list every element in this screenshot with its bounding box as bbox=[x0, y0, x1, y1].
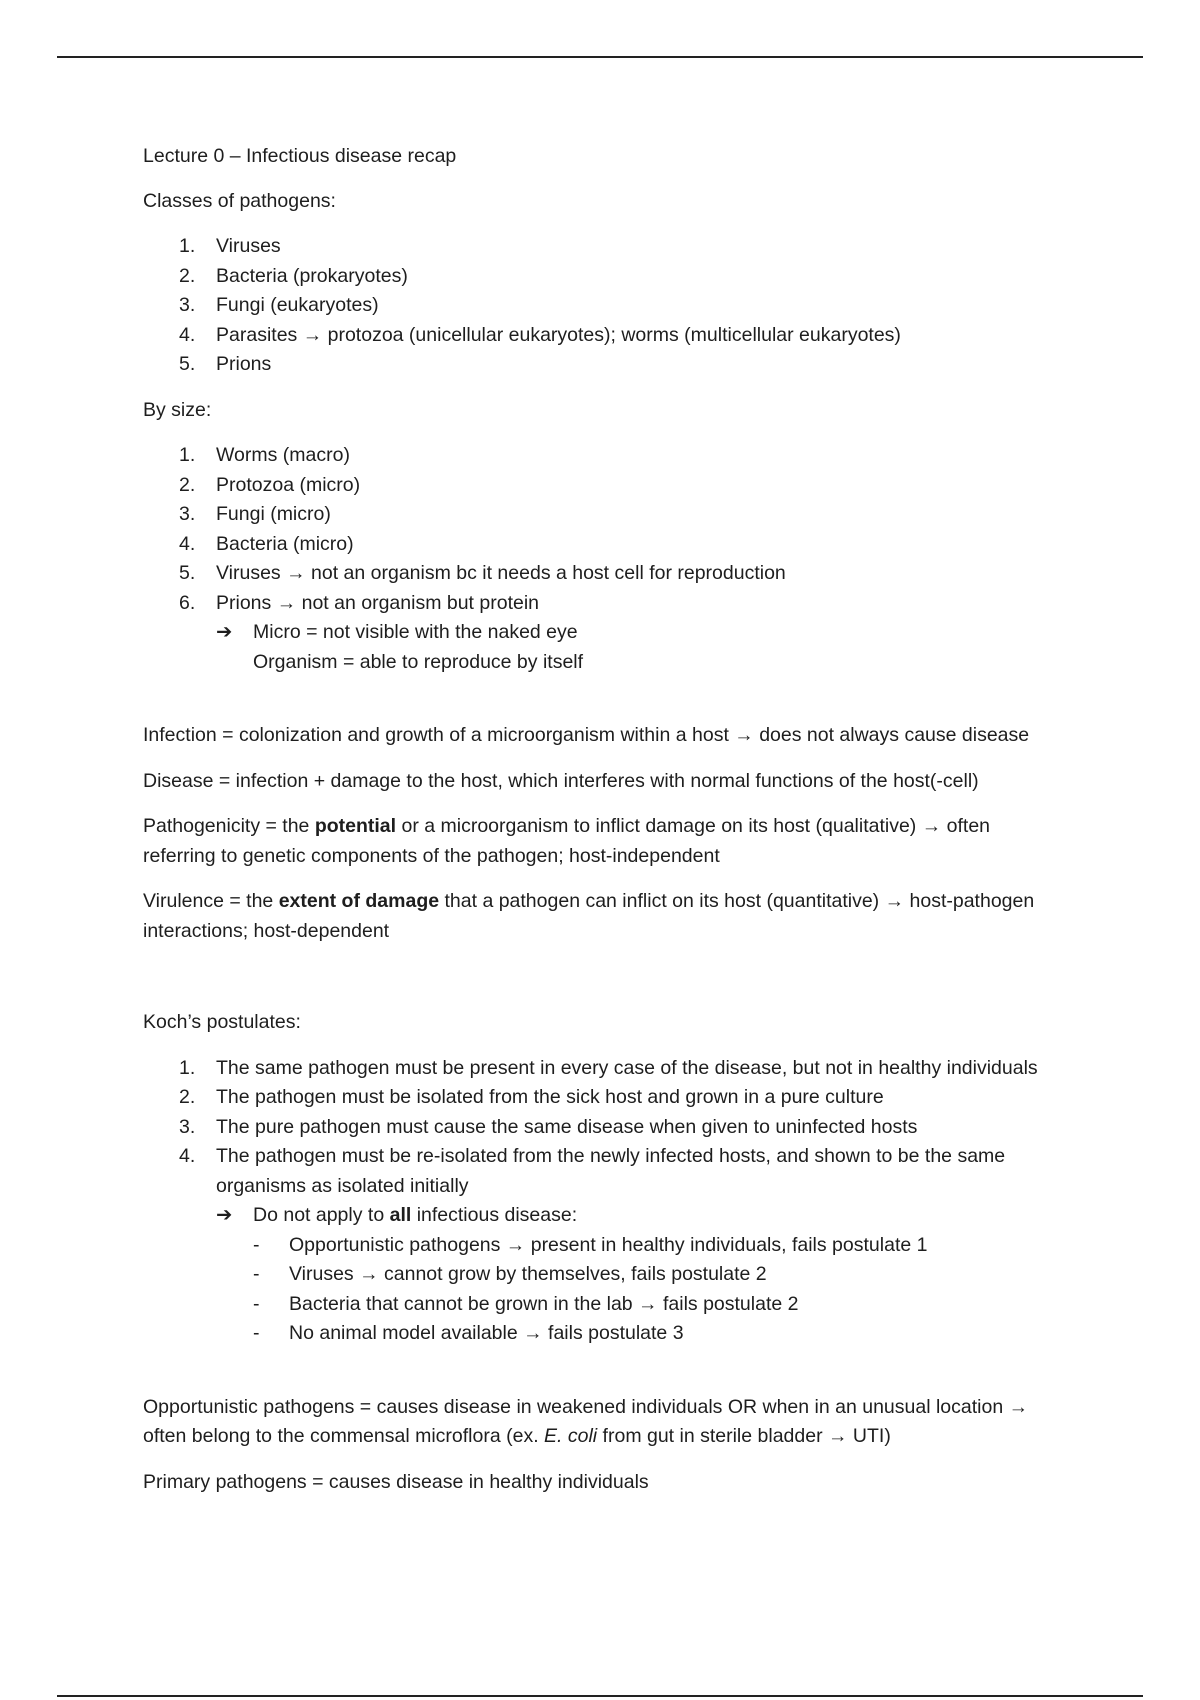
classes-heading: Classes of pathogens: bbox=[143, 189, 336, 212]
bottom-rule bbox=[57, 1695, 1143, 1697]
top-rule bbox=[57, 56, 1143, 58]
list-item: 1. Viruses bbox=[179, 235, 281, 257]
classes-list bbox=[143, 232, 1063, 380]
document-body bbox=[143, 142, 1063, 1513]
dash-bullet-icon: - bbox=[253, 1292, 260, 1315]
list-item: 1. The same pathogen must be present in every case of the disease, but not in healthy individuals bbox=[179, 1056, 1038, 1079]
pathogenicity-definition: Pathogenicity = the potential or a microorganism to inflict damage on its host (qualitative) → often referring to genetic components of the pathogen; host-independent bbox=[143, 815, 991, 867]
list-item: - No animal model available → fails postulate 3 bbox=[253, 1319, 1063, 1349]
koch-list bbox=[143, 1054, 1063, 1202]
list-item: - Bacteria that cannot be grown in the lab → fails postulate 2 bbox=[253, 1290, 1063, 1320]
infection-definition: Infection = colonization and growth of a microorganism within a host → does not always cause disease bbox=[143, 724, 1030, 746]
list-item: 4. Parasites → protozoa (unicellular eukaryotes); worms (multicellular eukaryotes) bbox=[179, 323, 901, 346]
list-item: 2. Protozoa (micro) bbox=[179, 473, 361, 496]
page-title: Lecture 0 – Infectious disease recap bbox=[143, 145, 457, 167]
list-item: - Opportunistic pathogens → present in healthy individuals, fails postulate 1 bbox=[253, 1231, 1063, 1261]
size-note: ➔ Micro = not visible with the naked eye Organism = able to reproduce by itself bbox=[216, 618, 1063, 677]
arrow-bullet-icon: ➔ bbox=[216, 1204, 233, 1226]
list-item: - Viruses → cannot grow by themselves, fails postulate 2 bbox=[253, 1260, 1063, 1290]
koch-note: ➔ Do not apply to all infectious disease: - Opportunistic pathogens → present in healthy individuals, fails postulate 1 - Viruses → cannot grow by themselves, fails postulate 2 - Bacteria that cannot be grown in the lab → fails postulate 2 - No animal model available → fails postulate 3 bbox=[216, 1201, 1063, 1349]
disease-definition: Disease = infection + damage to the host, which interferes with normal functions of the host(-cell) bbox=[143, 769, 979, 792]
list-item: 3. Fungi (micro) bbox=[179, 503, 331, 525]
primary-definition: Primary pathogens = causes disease in healthy individuals bbox=[143, 1470, 649, 1493]
list-item: 2. The pathogen must be isolated from the sick host and grown in a pure culture bbox=[179, 1086, 884, 1108]
virulence-definition: Virulence = the extent of damage that a pathogen can inflict on its host (quantitative) → host-pathogen interactions; host-dependent bbox=[143, 890, 1035, 942]
size-list bbox=[143, 441, 1063, 618]
size-heading: By size: bbox=[143, 398, 212, 421]
koch-exceptions bbox=[253, 1231, 1063, 1349]
list-item: 5. Viruses → not an organism bc it needs a host cell for reproduction bbox=[179, 562, 786, 584]
list-item: 4. The pathogen must be re-isolated from the newly infected hosts, and shown to be the same organisms as isolated initially bbox=[179, 1145, 1006, 1197]
list-item: 5. Prions bbox=[179, 353, 272, 375]
list-item: 6. Prions → not an organism but protein bbox=[179, 591, 540, 614]
koch-heading: Koch’s postulates: bbox=[143, 1011, 301, 1033]
opportunistic-definition: Opportunistic pathogens = causes disease in weakened individuals OR when in an unusual location → often belong to the commensal microflora (ex. E. coli from gut in sterile bladder → UTI) bbox=[143, 1395, 1029, 1447]
dash-bullet-icon: - bbox=[253, 1322, 260, 1344]
dash-bullet-icon: - bbox=[253, 1263, 260, 1285]
list-item: 1. Worms (macro) bbox=[179, 444, 350, 466]
list-item: 4. Bacteria (micro) bbox=[179, 532, 354, 555]
list-item: 3. The pure pathogen must cause the same disease when given to uninfected hosts bbox=[179, 1115, 918, 1138]
list-item: 3. Fungi (eukaryotes) bbox=[179, 294, 379, 316]
list-item: 2. Bacteria (prokaryotes) bbox=[179, 264, 408, 287]
dash-bullet-icon: - bbox=[253, 1233, 260, 1256]
arrow-bullet-icon: ➔ bbox=[216, 621, 233, 643]
